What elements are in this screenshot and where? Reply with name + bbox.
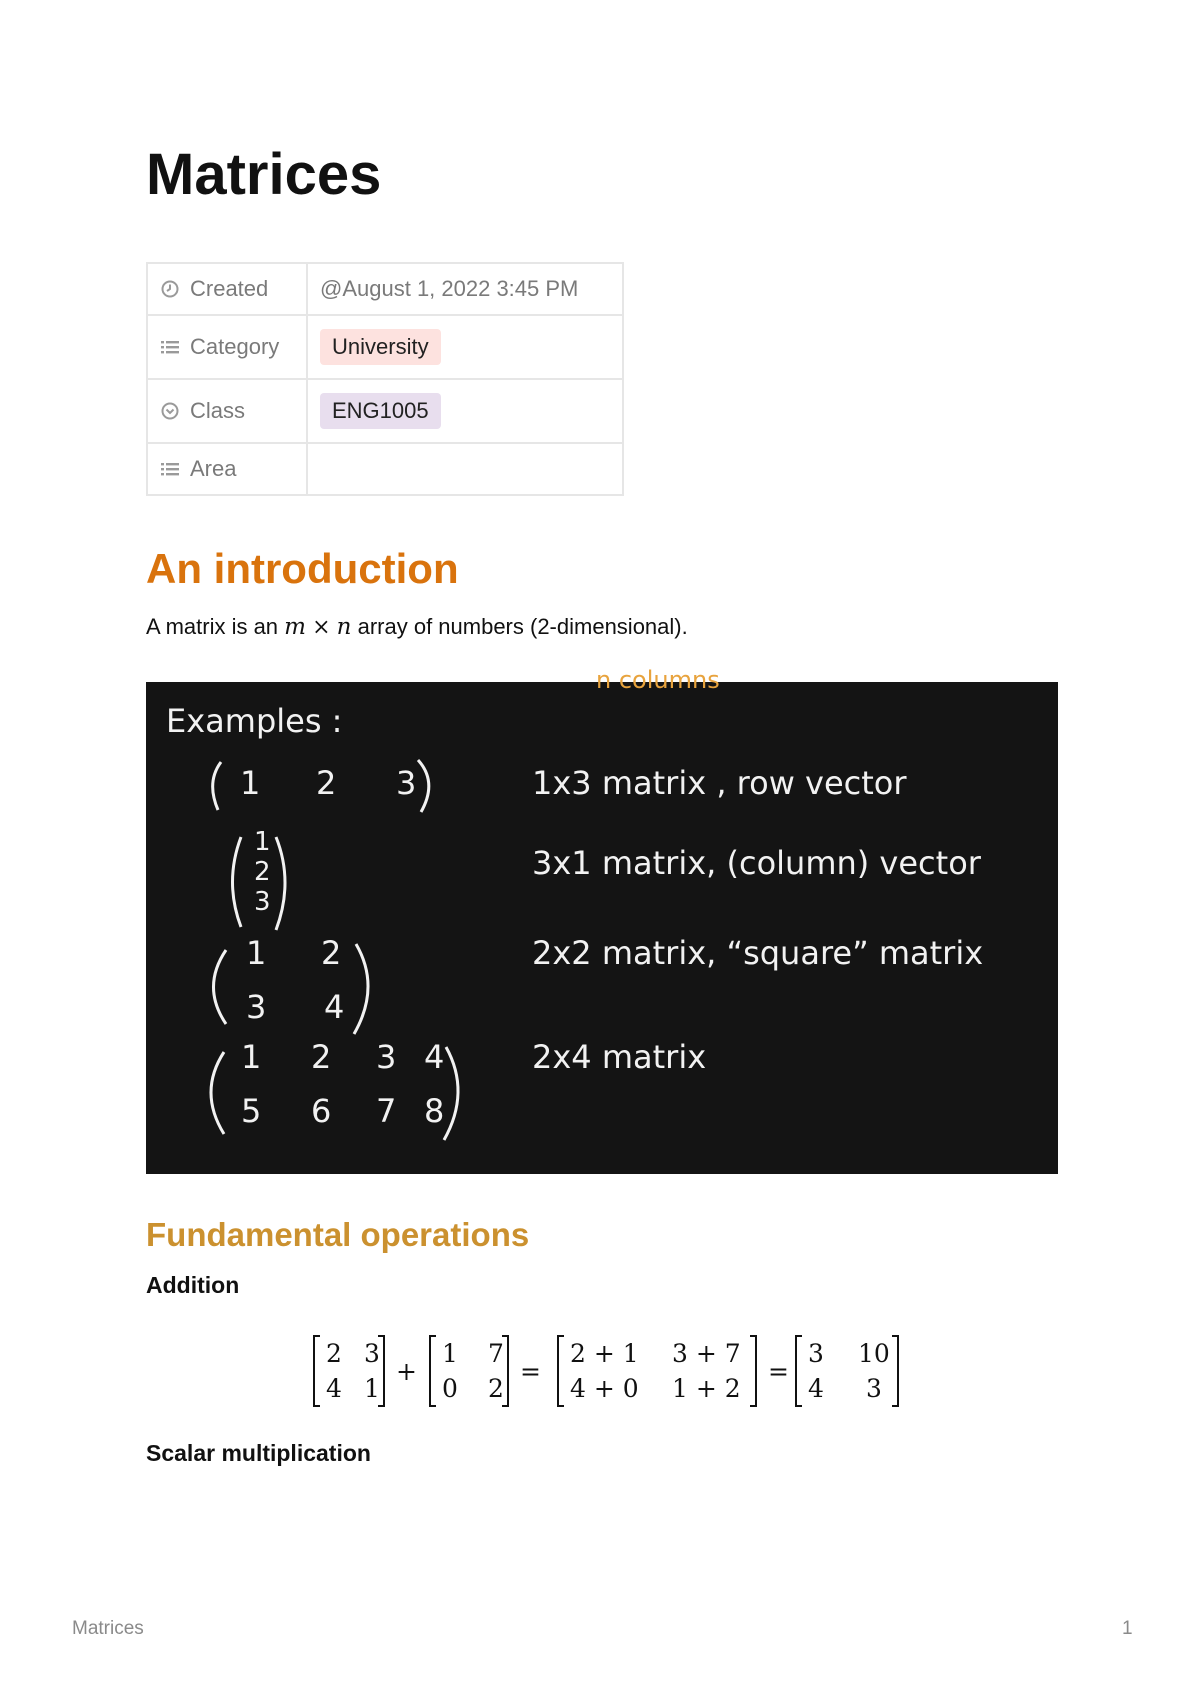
- property-key-class: [147, 379, 307, 443]
- svg-text:7: 7: [376, 1092, 397, 1130]
- board-label-square: 2x2 matrix, “square” matrix: [532, 934, 984, 972]
- intro-paragraph: A matrix is an m × n array of numbers (2-dimensional).: [146, 614, 688, 640]
- select-icon: [160, 401, 180, 421]
- section-heading-fundamental-operations: Fundamental operations: [146, 1216, 530, 1253]
- svg-text:2 + 1: 2 + 1: [570, 1339, 639, 1368]
- property-key-category: [147, 315, 307, 379]
- svg-text:5: 5: [241, 1092, 262, 1130]
- svg-text:2: 2: [254, 857, 271, 887]
- property-label: Created: [190, 276, 269, 301]
- svg-text:1: 1: [240, 764, 261, 802]
- property-row-area: [147, 443, 623, 495]
- svg-text:10: 10: [858, 1339, 890, 1368]
- svg-text:3: 3: [364, 1339, 380, 1368]
- footer-title: Matrices: [72, 1618, 144, 1639]
- svg-text:2: 2: [316, 764, 337, 802]
- clock-icon: [160, 279, 180, 299]
- svg-text:4: 4: [424, 1038, 445, 1076]
- property-value-created[interactable]: @August 1, 2022 3:45 PM: [307, 263, 623, 315]
- svg-text:=: =: [520, 1357, 541, 1386]
- property-value-area[interactable]: [307, 443, 623, 495]
- svg-text:4: 4: [326, 1374, 342, 1403]
- property-row-category: [147, 315, 623, 379]
- svg-text:4: 4: [324, 988, 345, 1026]
- scalar-multiplication-heading: Scalar multiplication: [146, 1440, 371, 1466]
- property-key-created: [147, 263, 307, 315]
- svg-text:4 + 0: 4 + 0: [570, 1374, 639, 1403]
- board-title: Examples :: [166, 702, 343, 740]
- board-top-text: n columns: [596, 666, 720, 694]
- page-number: 1: [1122, 1618, 1133, 1639]
- svg-text:3: 3: [866, 1374, 882, 1403]
- matrix-column-vector: [233, 827, 286, 930]
- property-row-class: [147, 379, 623, 443]
- property-label: Area: [190, 456, 237, 481]
- list-icon: [160, 337, 180, 357]
- svg-text:1: 1: [442, 1339, 458, 1368]
- svg-text:2: 2: [488, 1374, 504, 1403]
- svg-text:3: 3: [376, 1038, 397, 1076]
- svg-text:1: 1: [241, 1038, 262, 1076]
- svg-text:3: 3: [808, 1339, 824, 1368]
- svg-text:1: 1: [246, 934, 267, 972]
- property-value-category[interactable]: [307, 315, 623, 379]
- page-title: Matrices: [146, 142, 382, 207]
- matrix-2x2: [214, 934, 369, 1034]
- svg-text:8: 8: [424, 1092, 445, 1130]
- properties-table: [146, 262, 624, 496]
- list-icon: [160, 459, 180, 479]
- svg-text:+: +: [396, 1357, 417, 1386]
- section-heading-introduction: An introduction: [146, 545, 459, 592]
- svg-text:2: 2: [311, 1038, 332, 1076]
- svg-text:3: 3: [254, 887, 271, 917]
- svg-text:2: 2: [326, 1339, 342, 1368]
- property-row-created: [147, 263, 623, 315]
- property-value-class[interactable]: [307, 379, 623, 443]
- property-label: Class: [190, 398, 246, 423]
- svg-text:=: =: [768, 1357, 789, 1386]
- svg-text:1: 1: [254, 827, 271, 857]
- svg-text:4: 4: [808, 1374, 824, 1403]
- matrix-2x4: [211, 1038, 458, 1140]
- svg-text:3: 3: [396, 764, 417, 802]
- svg-text:1 + 2: 1 + 2: [672, 1374, 741, 1403]
- svg-text:3 + 7: 3 + 7: [672, 1339, 741, 1368]
- board-label-2x4: 2x4 matrix: [532, 1038, 707, 1076]
- addition-heading: Addition: [146, 1272, 240, 1298]
- examples-image: [146, 666, 1058, 1174]
- board-label-column: 3x1 matrix, (column) vector: [532, 844, 981, 882]
- svg-text:1: 1: [364, 1374, 380, 1403]
- addition-equation: [310, 1330, 910, 1412]
- category-tag[interactable]: University: [320, 329, 441, 365]
- svg-text:0: 0: [442, 1374, 458, 1403]
- board-label-row: 1x3 matrix , row vector: [532, 764, 907, 802]
- matrix-row-vector: [213, 760, 429, 812]
- svg-text:6: 6: [311, 1092, 332, 1130]
- property-label: Category: [190, 334, 280, 359]
- class-tag[interactable]: ENG1005: [320, 393, 441, 429]
- property-key-area: [147, 443, 307, 495]
- svg-text:3: 3: [246, 988, 267, 1026]
- svg-text:2: 2: [321, 934, 342, 972]
- svg-text:7: 7: [488, 1339, 504, 1368]
